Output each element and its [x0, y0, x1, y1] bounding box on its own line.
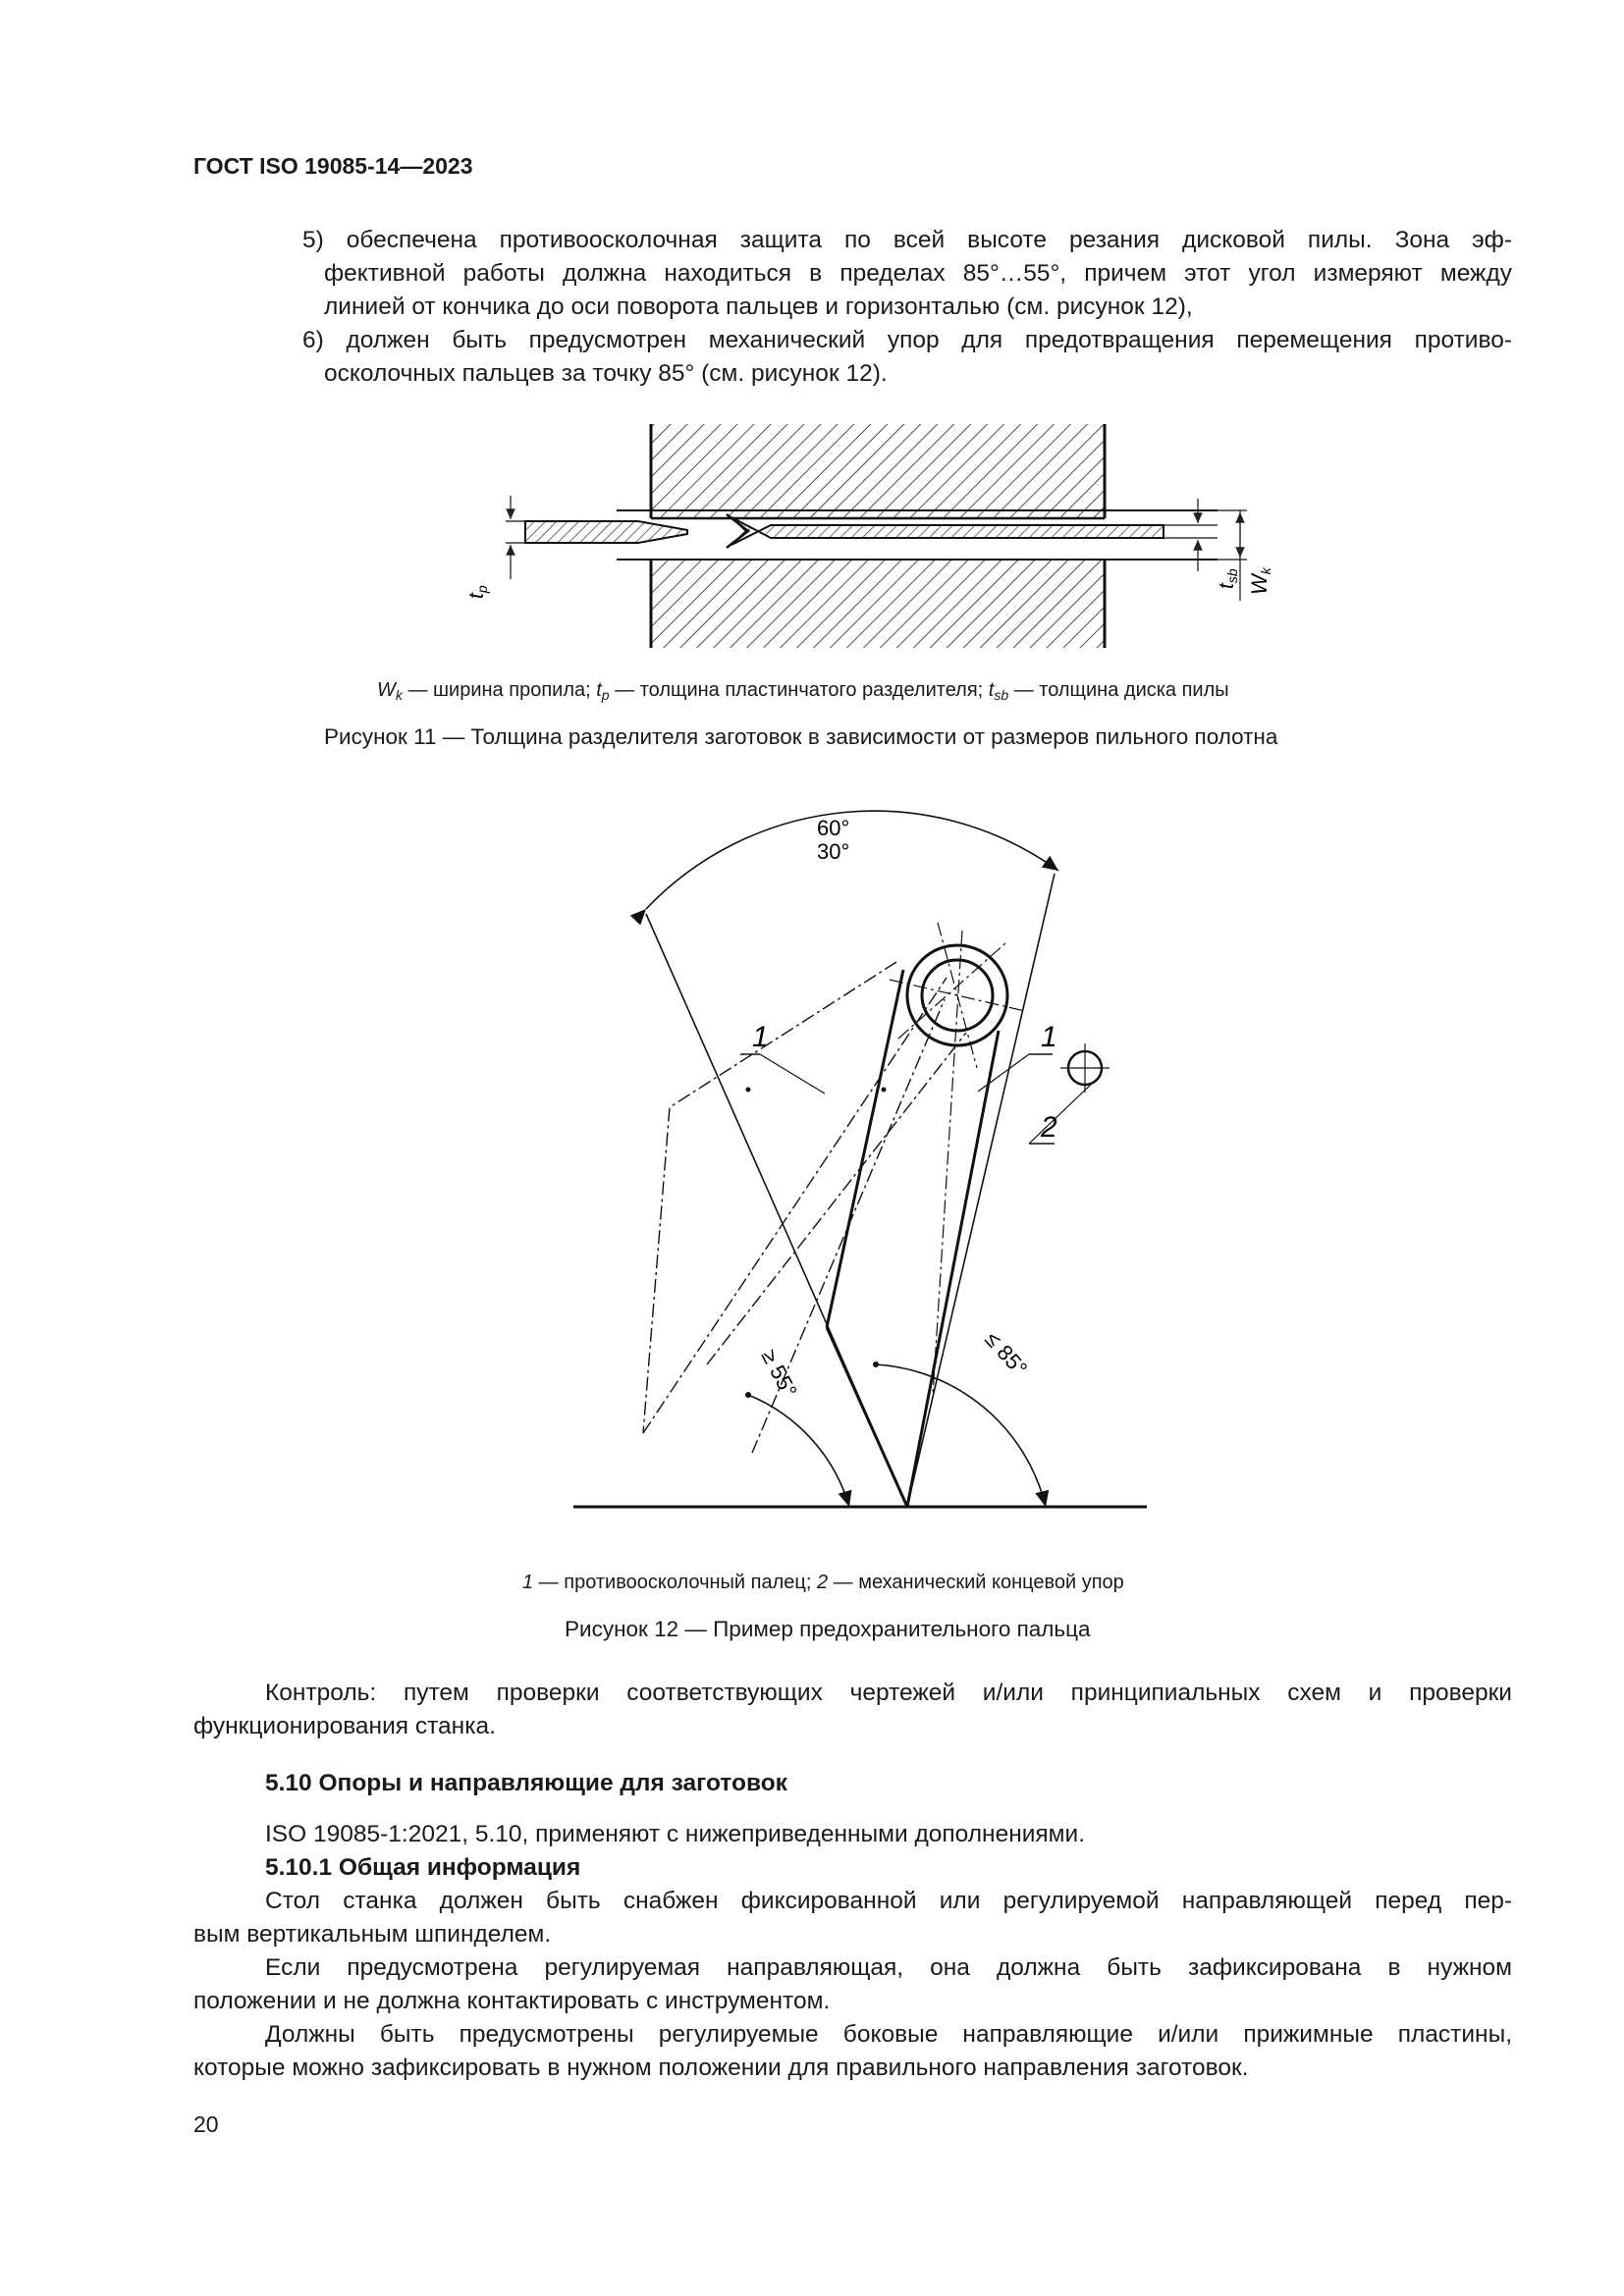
paragraph-2 — [265, 1951, 1512, 1985]
text-line: положении и не должна контактировать с инструментом. — [193, 1988, 831, 2014]
list-item-6 — [302, 324, 1512, 357]
text-line: Если предусмотрена регулируемая направляющая, она должна быть зафиксирована в нужном — [265, 1954, 1512, 1981]
page-number: 20 — [193, 2111, 219, 2137]
text-line: вым вертикальным шпинделем. — [193, 1921, 552, 1948]
angle-label-max: ≤ 85° — [980, 1326, 1033, 1381]
angle-label-min: ≥ 55° — [756, 1345, 802, 1402]
paragraph-1 — [265, 1885, 1512, 1918]
figure-12-legend: 1 — противоосколочный палец; 2 — механический концевой упор — [522, 1572, 1124, 1593]
text-line: Контроль: путем проверки соответствующих чертежей и/или принципиальных схем и проверки — [265, 1680, 1512, 1706]
stop-label: 2 — [1041, 1111, 1057, 1144]
figure-11-drawing — [432, 412, 1276, 658]
saw-blade — [731, 517, 1164, 545]
figure-11-title: Рисунок 11 — Толщина разделителя заготовок в зависимости от размеров пильного полотна — [324, 724, 1278, 749]
control-paragraph-cont — [193, 1710, 1512, 1743]
control-paragraph — [265, 1677, 1512, 1710]
lower-guard-block — [651, 560, 1105, 648]
text-line: Должны быть предусмотрены регулируемые боковые направляющие и/или прижимные пластины, — [265, 2021, 1512, 2048]
list-item-6-cont — [324, 357, 1512, 391]
text-line: 6) должен быть предусмотрен механический упор для предотвращения перемещения противо- — [302, 327, 1512, 353]
paragraph-2-cont — [193, 1985, 1512, 2018]
angle-label-30: 30° — [817, 839, 850, 864]
paragraph-3-cont — [193, 2052, 1512, 2085]
figure-12-drawing — [560, 805, 1168, 1512]
text-line: 5) обеспечена противоосколочная защита по всей высоте резания дисковой пилы. Зона эф- — [302, 227, 1512, 253]
text-line: осколочных пальцев за точку 85° (см. рисунок 12). — [324, 360, 888, 387]
wk-label: Wk — [1247, 567, 1273, 595]
list-item-5 — [302, 224, 1512, 257]
finger-label-left: 1 — [752, 1021, 769, 1053]
text-line: Стол станка должен быть снабжен фиксированной или регулируемой направляющей перед пер- — [265, 1888, 1512, 1914]
riving-knife — [525, 521, 687, 543]
subsection-heading-5-10-1: 5.10.1 Общая информация — [265, 1854, 581, 1881]
text-line: фективной работы должна находиться в пределах 85°…55°, причем этот угол измеряют между — [324, 260, 1512, 287]
section-heading-5-10: 5.10 Опоры и направляющие для заготовок — [265, 1770, 787, 1796]
angle-label-60: 60° — [817, 816, 850, 840]
tp-label: tp — [465, 585, 490, 599]
paragraph-3 — [265, 2018, 1512, 2052]
text-line: функционирования станка. — [193, 1713, 496, 1739]
text-line: которые можно зафиксировать в нужном положении для правильного направления заготовок. — [193, 2055, 1249, 2081]
list-item-5-cont — [324, 257, 1512, 324]
document-header: ГОСТ ISO 19085-14—2023 — [193, 153, 473, 179]
figure-11-legend: $W_k$ — ширина пропила; $t_p$ — толщина пластинчатого разделителя; $t_{sb}$ — толщина диска пилы — [377, 679, 1229, 704]
finger-label-right: 1 — [1041, 1021, 1057, 1053]
figure-12-title: Рисунок 12 — Пример предохранительного пальца — [565, 1617, 1091, 1641]
tsb-label: tsb — [1216, 568, 1240, 589]
text-line: линией от кончика до оси поворота пальцев и горизонталью (см. рисунок 12), — [324, 294, 1193, 320]
paragraph-1-cont — [193, 1918, 1512, 1951]
upper-guard-block — [651, 424, 1105, 518]
section-intro: ISO 19085-1:2021, 5.10, применяют с нижеприведенными дополнениями. — [265, 1821, 1086, 1847]
